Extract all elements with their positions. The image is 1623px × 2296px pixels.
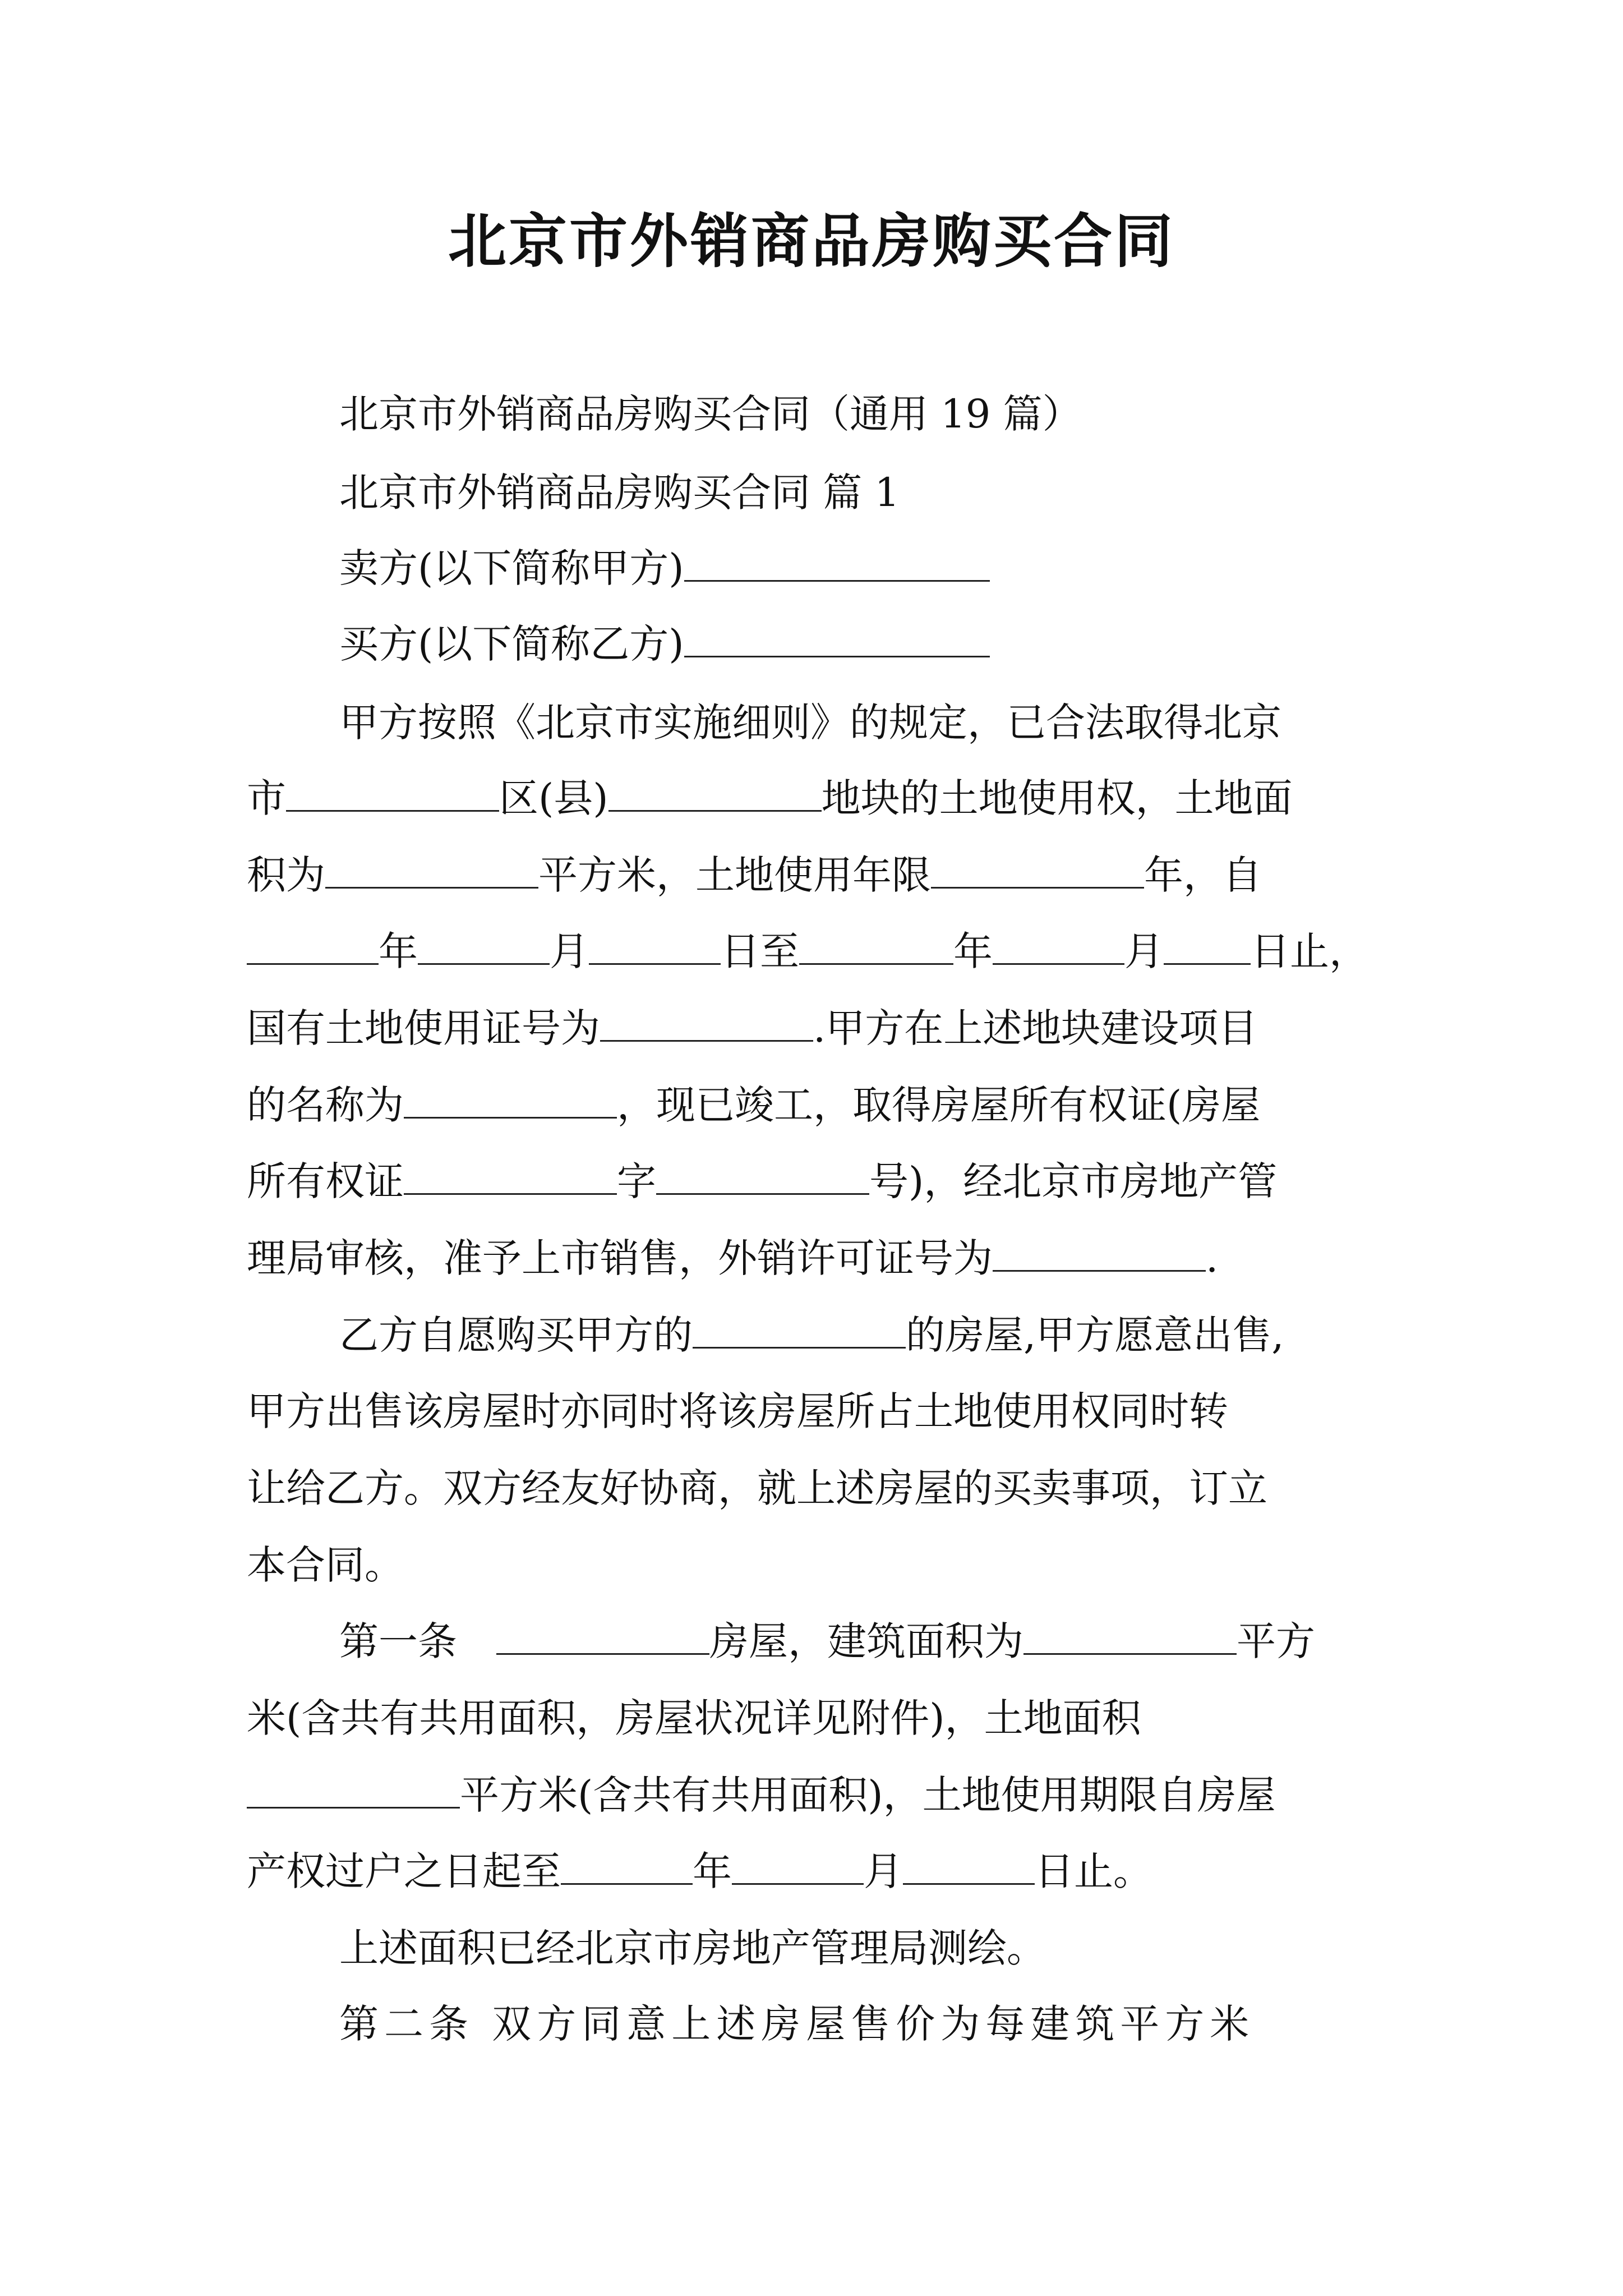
text-fragment: 区(县) [499,775,608,821]
text-fragment: 乙方自愿购买甲方的 [339,1312,693,1358]
house-location-blank [496,1619,709,1655]
article-1-line-3 [247,1768,1276,1822]
text-fragment: 月 [550,928,589,974]
start-month-blank [418,930,550,965]
text-fragment: 国有土地使用证号为 [247,1005,600,1051]
plot-blank [608,776,822,812]
text-fragment: 理局审核，准予上市销售，外销许可证号为 [247,1235,993,1281]
seller-line [339,541,990,595]
article-1-line-1 [339,1614,1315,1668]
term-end-day-blank [903,1849,1035,1885]
property-blank [693,1313,906,1349]
buyer-name-blank [684,622,990,657]
paragraph-1-line-5 [247,1001,1257,1055]
text-fragment: 平方米，土地使用年限 [538,852,931,898]
text-fragment: 年 [953,928,993,974]
text-fragment: 地块的土地使用权，土地面 [821,775,1293,821]
article-1-line-4 [247,1844,1152,1898]
article-2-line-1: 第二条 双方同意上述房屋售价为每建筑平方米 [339,2001,1255,2047]
buyer-label: 买方(以下简称乙方) [339,621,684,667]
paragraph-1-line-1: 甲方按照《北京市实施细则》的规定，已合法取得北京 [339,700,1281,746]
text-fragment: 市 [247,775,286,821]
text-fragment: 字 [617,1158,656,1204]
seller-label: 卖方(以下简称甲方) [339,545,684,591]
ownership-cert-no-blank [656,1159,869,1195]
document-title: 北京市外销商品房购买合同 [448,206,1175,275]
text-fragment: ，现已竣工，取得房屋所有权证(房屋 [617,1082,1261,1128]
start-year-blank [247,930,379,965]
article-number: 第一条 [339,1618,457,1664]
paragraph-1-line-3 [247,848,1262,902]
paragraph-2-line-3: 让给乙方。双方经友好协商，就上述房屋的买卖事项，订立 [247,1465,1267,1511]
article-heading: 北京市外销商品房购买合同 篇 1 [339,470,900,516]
text-fragment: 月 [864,1848,903,1894]
term-end-year-blank [561,1849,693,1885]
term-end-month-blank [732,1849,864,1885]
text-fragment: 日至 [721,928,799,974]
paragraph-1-line-4 [247,924,1368,978]
text-fragment: 的房屋,甲方愿意出售, [906,1312,1284,1358]
district-blank [286,776,499,812]
text-fragment: .甲方在上述地块建设项目 [813,1005,1258,1051]
paragraph-1-line-6 [247,1078,1260,1132]
text-fragment: . [1206,1235,1219,1281]
land-term-blank [931,853,1144,889]
end-day-blank [1164,930,1251,965]
text-fragment: 年，自 [1144,852,1262,898]
land-area-share-blank [247,1773,460,1809]
sales-permit-no-blank [993,1236,1206,1272]
text-fragment: 产权过户之日起至 [247,1848,561,1894]
text-fragment: 积为 [247,852,325,898]
text-fragment: 日止， [1251,928,1368,974]
ownership-cert-word-blank [404,1159,617,1195]
collection-heading: 北京市外销商品房购买合同（通用 19 篇） [339,391,1082,437]
paragraph-2-line-1 [339,1308,1284,1362]
seller-name-blank [684,546,990,582]
text-fragment: 月 [1124,928,1164,974]
text-fragment: 所有权证 [247,1158,404,1204]
text-fragment: 日止。 [1035,1848,1152,1894]
land-cert-no-blank [600,1006,813,1042]
paragraph-1-line-8 [247,1231,1218,1285]
project-name-blank [404,1083,617,1119]
paragraph-1-line-2 [247,771,1293,825]
end-year-blank [799,930,953,965]
article-1-line-2: 米(含共有共用面积，房屋状况详见附件)，土地面积 [247,1695,1141,1741]
text-fragment: 年 [693,1848,732,1894]
text-fragment: 号)，经北京市房地产管 [869,1158,1278,1204]
start-day-blank [589,930,721,965]
building-area-blank [1023,1619,1237,1655]
end-month-blank [993,930,1124,965]
paragraph-1-line-7 [247,1154,1277,1208]
buyer-line [339,617,990,671]
text-fragment: 房屋，建筑面积为 [709,1618,1023,1664]
paragraph-2-line-2: 甲方出售该房屋时亦同时将该房屋所占土地使用权同时转 [247,1388,1228,1434]
paragraph-2-line-4: 本合同。 [247,1542,404,1588]
land-area-blank [325,853,538,889]
survey-note: 上述面积已经北京市房地产管理局测绘。 [339,1925,1046,1971]
text-fragment: 的名称为 [247,1082,404,1128]
text-fragment: 平方 [1237,1618,1315,1664]
text-fragment: 年 [379,928,418,974]
text-fragment: 平方米(含共有共用面积)，土地使用期限自房屋 [460,1772,1276,1818]
